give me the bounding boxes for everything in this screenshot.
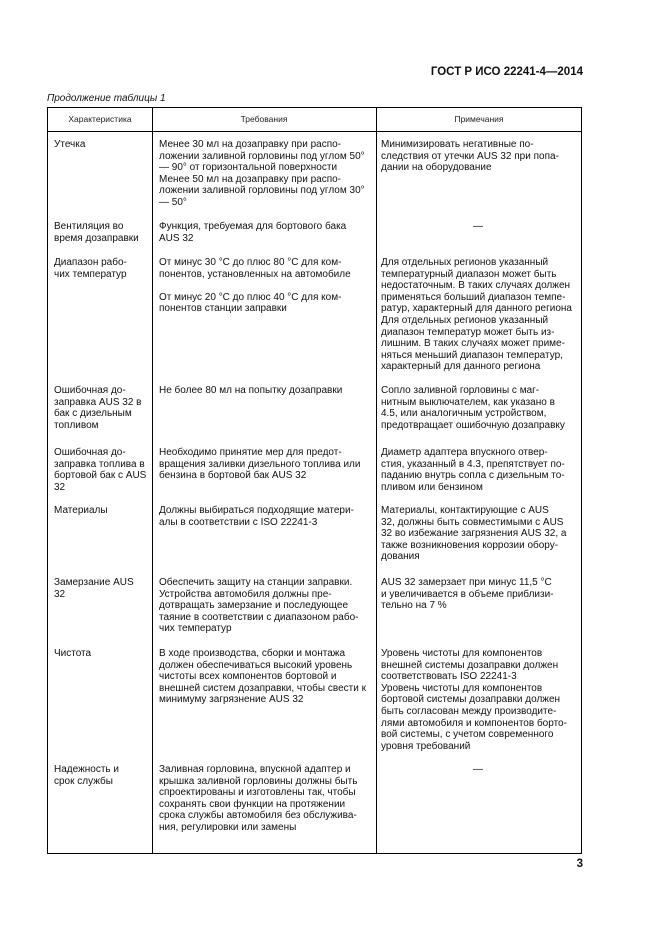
characteristic-cell: Надежность и срок службы [54, 764, 119, 787]
page-number: 3 [576, 858, 583, 870]
characteristic-cell: Вентиляция во время дозаправки [54, 221, 139, 244]
requirement-cell: Менее 30 мл на дозаправку при распо- ложении заливной горловины под углом 50° — 90° от горизонтальной поверхности Менее 50 мл на дозаправку при распо- ложении заливной горловины под углом 30° — 50° [159, 139, 365, 208]
standard-designation: ГОСТ Р ИСО 22241-4—2014 [430, 66, 583, 78]
characteristic-cell: Диапазон рабо- чих температур [54, 257, 127, 280]
characteristic-cell: Чистота [54, 648, 92, 659]
note-cell: Материалы, контактирующие с AUS 32, должны быть совместимыми с AUS 32 во избежание загрязнения AUS 32, а также возникновения коррозии обору- дования [381, 505, 567, 563]
note-cell: Для отдельных регионов указанный температурный диапазон может быть недостаточным. В таких случаях должен применяться больший диапазон темпе- ратур, характерный для данного региона Для отдельных регионов указанный диапазон температур может быть из- лишним. В таких случаях может приме- няться меньший диапазон температур, характерный для данного региона [381, 257, 572, 373]
characteristic-cell: Ошибочная до- заправка AUS 32 в бак с дизельным топливом [54, 385, 142, 431]
requirement-cell: Не более 80 мл на попытку дозаправки [159, 385, 343, 396]
requirement-cell: Заливная горловина, впускной адаптер и крышка заливной горловины должны быть спроектированы и изготовлены так, чтобы сохранять свои функции на протяжении срока службы автомобиля без обслужива- ния, регулировки или замены [159, 764, 358, 833]
note-cell: AUS 32 замерзает при минус 11,5 °С и увеличивается в объеме приблизи- тельно на 7 % [381, 577, 554, 612]
header-requirements: Требования [240, 114, 288, 124]
characteristic-cell: Материалы [54, 505, 108, 516]
requirement-cell: В ходе производства, сборки и монтажа должен обеспечиваться высокий уровень чистоты всех компонентов бортовой и внешней систем дозаправки, чтобы свести к минимуму загрязнение AUS 32 [159, 648, 366, 706]
column-divider [152, 108, 153, 853]
note-cell: — [473, 764, 483, 775]
note-cell: Диаметр адаптера впускного отвер- стия, указанный в 4.3, препятствует по- паданию внутрь сопла с дизельным то- пливом или бензином [381, 447, 565, 493]
requirement-cell: Должны выбираться подходящие матери- алы в соответствии с ISO 22241-3 [159, 505, 354, 528]
characteristic-cell: Утечка [54, 139, 86, 150]
requirement-cell: Обеспечить защиту на станции заправки. Устройства автомобиля должны пре- дотвращать замерзание и последующее таяние в соответствии с диапазоном рабо- чих температур [159, 577, 359, 635]
note-cell: Сопло заливной горловины с маг- нитным выключателем, как указано в 4.5, или аналогичным устройством, предотвращает ошибочную дозаправку [381, 385, 565, 431]
header-characteristic: Характеристика [68, 114, 132, 124]
characteristic-cell: Замерзание AUS 32 [54, 577, 134, 600]
header-notes: Примечания [454, 114, 504, 124]
requirement-cell: Необходимо принятие мер для предот- вращения заливки дизельного топлива или бензина в бортовой бак AUS 32 [159, 447, 361, 482]
note-cell: Уровень чистоты для компонентов внешней системы дозаправки должен соответствовать ISO 22241-3 Уровень чистоты для компонентов бортовой системы дозаправки должен быть согласован между производите- лями автомобиля и компонентов борто- вой системы, с учетом современного уровня требований [381, 648, 567, 752]
note-cell: Минимизировать негативные по- следствия от утечки AUS 32 при попа- дании на оборудование [381, 139, 559, 174]
characteristic-cell: Ошибочная до- заправка топлива в бортовой бак с AUS 32 [54, 447, 147, 493]
table-caption: Продолжение таблицы 1 [47, 93, 166, 104]
note-cell: — [473, 221, 483, 232]
requirement-cell: От минус 30 °С до плюс 80 °С для ком- понентов, установленных на автомобиле От минус 20 °С до плюс 40 °С для ком- понентов станции заправки [159, 257, 351, 315]
requirements-table [47, 107, 582, 854]
requirement-cell: Функция, требуемая для бортового бака AUS 32 [159, 221, 347, 244]
header-divider [48, 131, 581, 132]
